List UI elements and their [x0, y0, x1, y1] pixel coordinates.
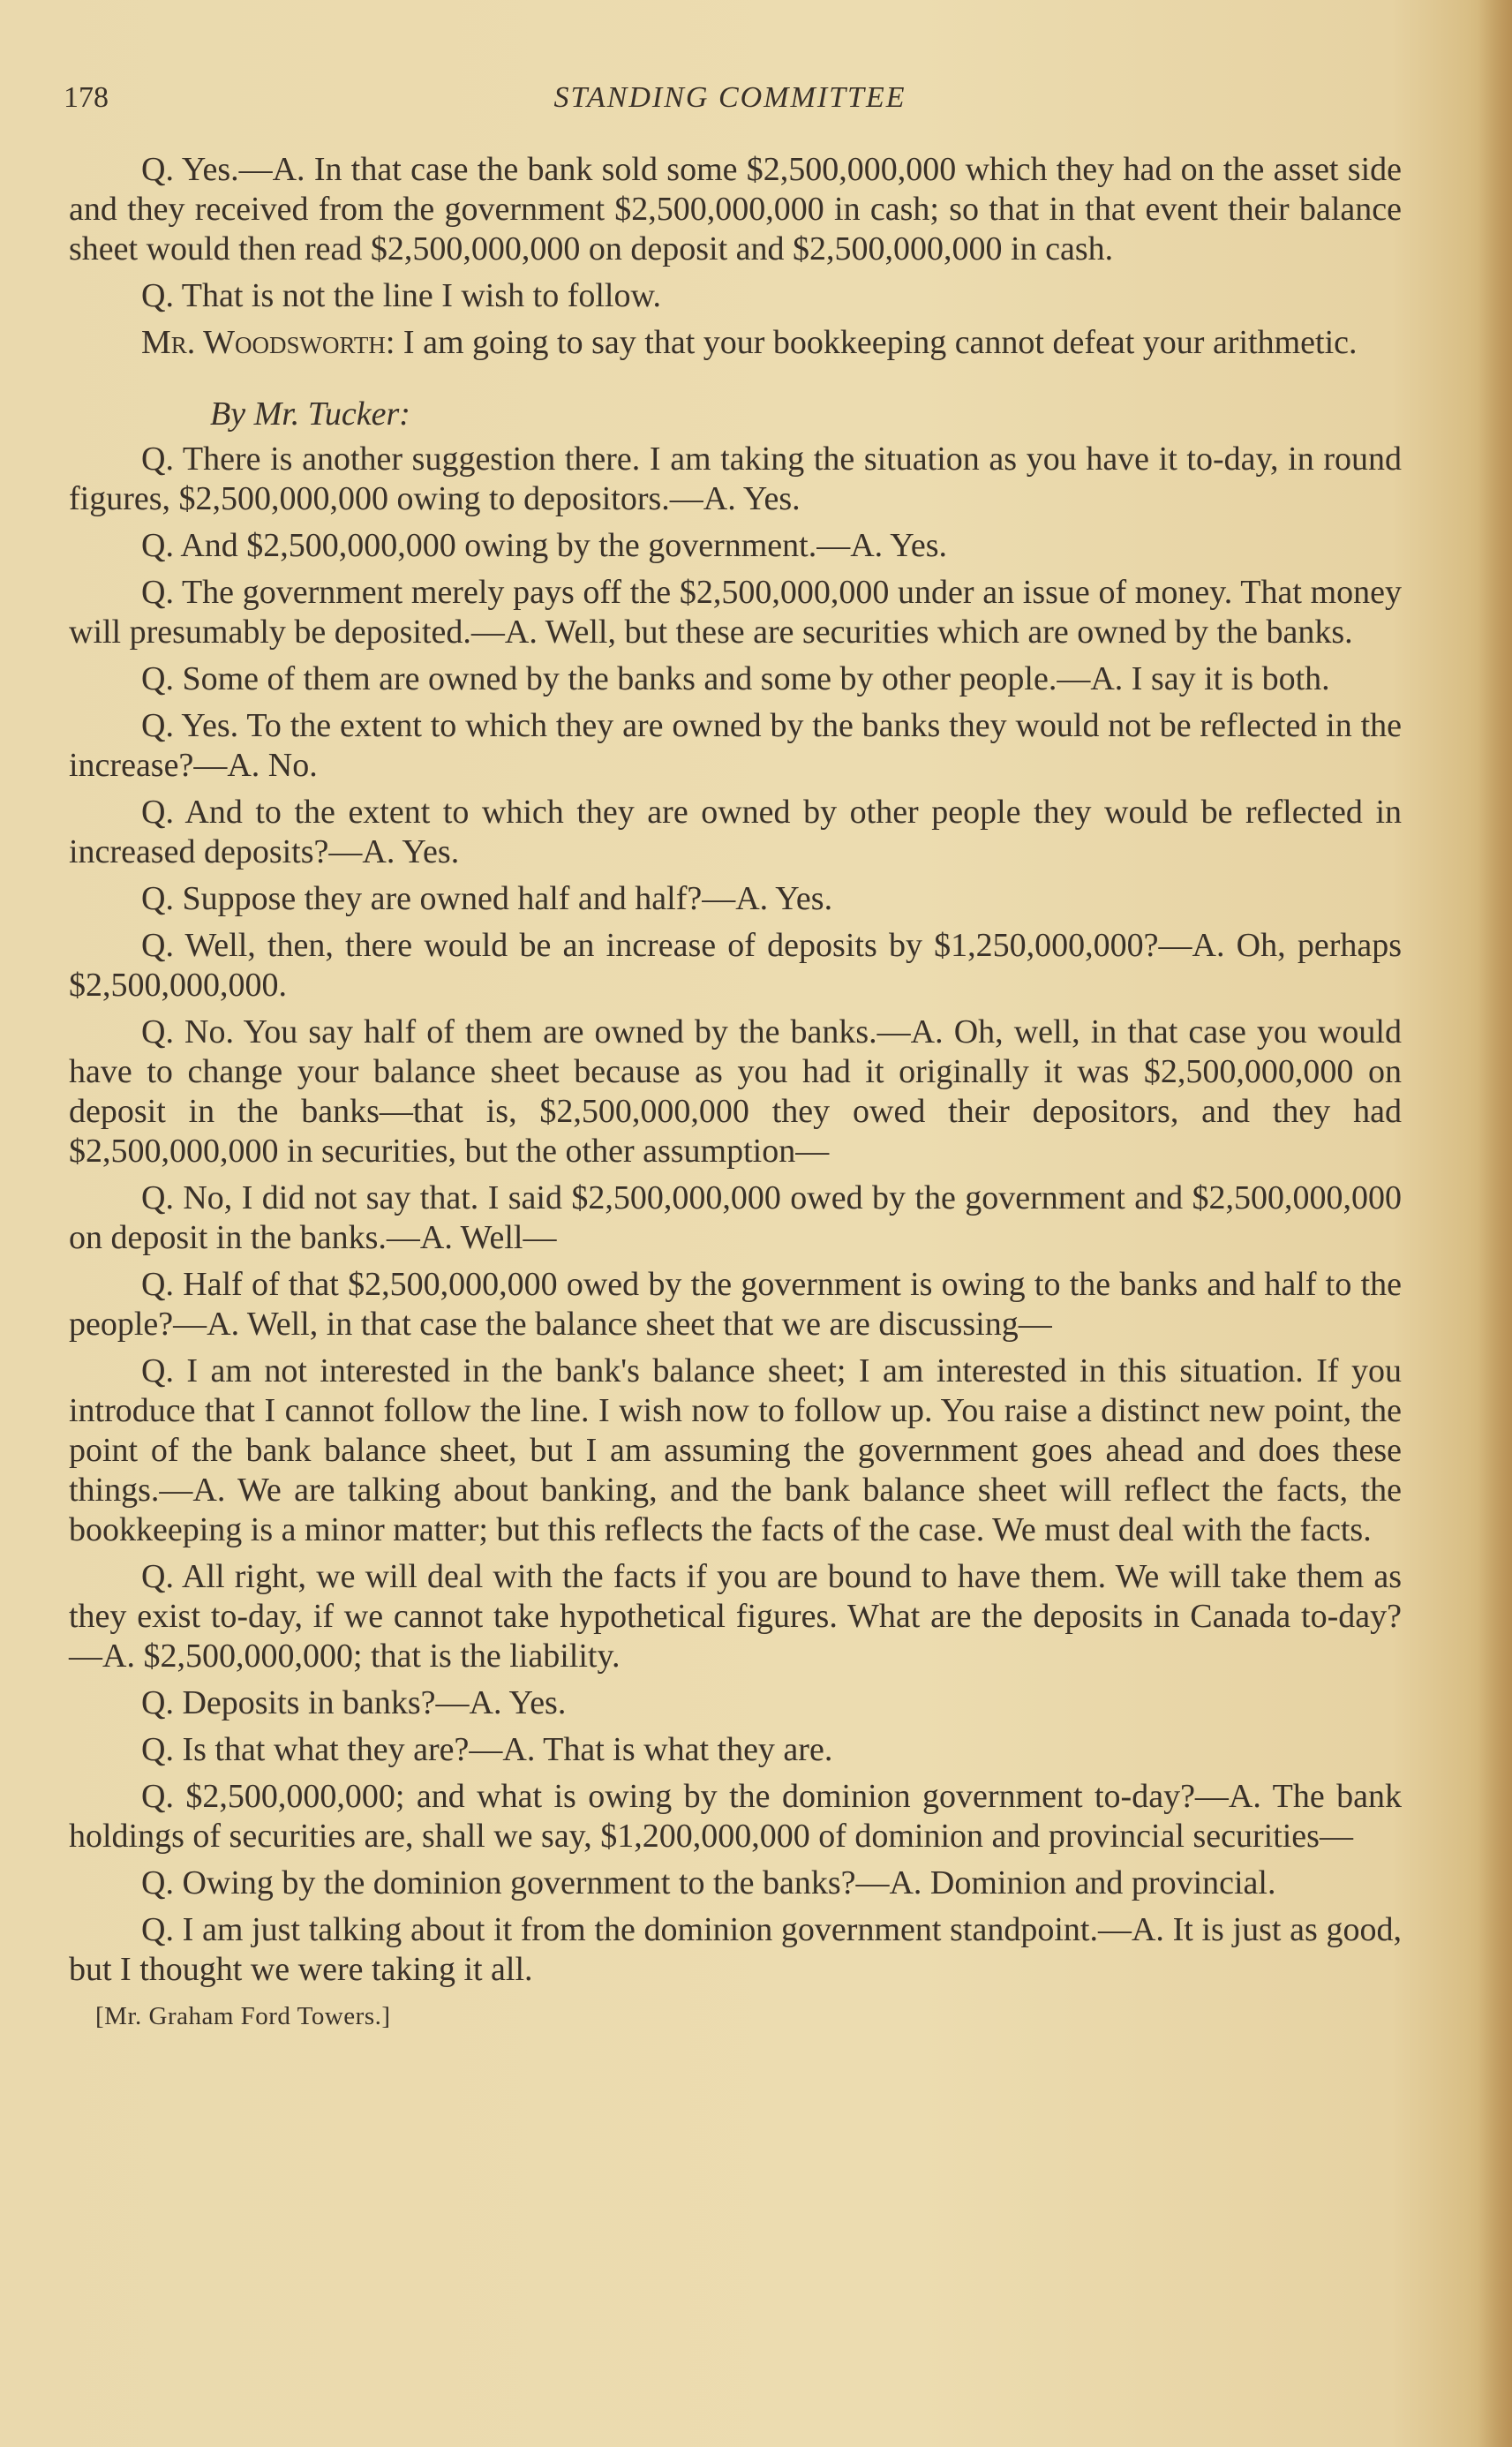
qa-paragraph: Q. And to the extent to which they are owned by other people they would be reflected in increased deposits?—A. Yes. [69, 794, 1402, 870]
qa-paragraph: Q. Deposits in banks?—A. Yes. [141, 1684, 567, 1721]
witness-footer: [Mr. Graham Ford Towers.] [95, 2002, 391, 2030]
qa-paragraph: Q. Owing by the dominion government to the banks?—A. Dominion and provincial. [141, 1864, 1276, 1901]
page-number: 178 [64, 81, 109, 114]
qa-paragraph: Q. Yes. To the extent to which they are owned by the banks they would not be reflected in the increase?—A. No. [69, 707, 1402, 784]
qa-paragraph: Q. No, I did not say that. I said $2,500,000,000 owed by the government and $2,500,000,000 on deposit in the banks.—A. Well— [69, 1179, 1402, 1256]
paragraph: Q. Yes.—A. In that case the bank sold some $2,500,000,000 which they had on the asset side and they received from the government $2,500,000,000 in cash; so that in that event their balance sheet would then read $2,500,000,000 on deposit and $2,500,000,000 in cash. [69, 151, 1402, 267]
woodsworth-remark [69, 323, 1402, 363]
running-head: STANDING COMMITTEE [553, 81, 906, 114]
qa-paragraph: Q. No. You say half of them are owned by the banks.—A. Oh, well, in that case you would have to change your balance sheet because as you had it originally it was $2,500,000,000 on deposit in the banks—that is, $2,500,000,000 they owed their depositors, and they had $2,500,000,000 in securities, but the other assumption— [69, 1013, 1402, 1170]
qa-paragraph: Q. Some of them are owned by the banks and some by other people.—A. I say it is both. [141, 660, 1330, 697]
qa-paragraph: Q. And $2,500,000,000 owing by the government.—A. Yes. [141, 527, 948, 564]
qa-paragraph: Q. Half of that $2,500,000,000 owed by the government is owing to the banks and half to the people?—A. Well, in that case the balance sheet that we are discussing— [69, 1266, 1402, 1343]
examiner-subheading: By Mr. Tucker: [210, 395, 410, 433]
qa-paragraph: Q. $2,500,000,000; and what is owing by the dominion government to-day?—A. The bank holdings of securities are, shall we say, $1,200,000,000 of dominion and provincial securities— [69, 1778, 1402, 1855]
qa-paragraph: Q. Well, then, there would be an increase of deposits by $1,250,000,000?—A. Oh, perhaps $2,500,000,000. [69, 927, 1402, 1004]
qa-paragraph: Q. Is that what they are?—A. That is what they are. [141, 1731, 833, 1768]
qa-paragraph: Q. All right, we will deal with the facts if you are bound to have them. We will take them as they exist to-day, if we cannot take hypothetical figures. What are the deposits in Canada to-day?—A. $2,500,000,000; that is the liability. [69, 1558, 1402, 1675]
qa-paragraph: Q. I am not interested in the bank's balance sheet; I am interested in this situation. If you introduce that I cannot follow the line. I wish now to follow up. You raise a distinct new point, the point of the bank balance sheet, but I am assuming the government goes ahead and does these things.—A. We are talking about banking, and the bank balance sheet will reflect the facts, the bookkeeping is a minor matter; but this reflects the facts of the case. We must deal with the facts. [69, 1352, 1402, 1548]
qa-paragraph: Q. I am just talking about it from the dominion government standpoint.—A. It is just as good, but I thought we were taking it all. [69, 1911, 1402, 1988]
qa-paragraph: Q. Suppose they are owned half and half?—A. Yes. [141, 880, 833, 917]
qa-paragraph: Q. The government merely pays off the $2,500,000,000 under an issue of money. That money will presumably be deposited.—A. Well, but these are securities which are owned by the banks. [69, 574, 1402, 651]
speaker-name: Mr. Woodsworth [141, 324, 386, 361]
paragraph: Q. That is not the line I wish to follow. [141, 277, 661, 314]
page-body [69, 150, 1402, 2037]
page-header [64, 81, 1396, 125]
qa-paragraph: Q. There is another suggestion there. I am taking the situation as you have it to-day, in round figures, $2,500,000,000 owing to depositors.—A. Yes. [69, 440, 1402, 517]
remark-text: : I am going to say that your bookkeeping cannot defeat your arithmetic. [385, 324, 1358, 361]
